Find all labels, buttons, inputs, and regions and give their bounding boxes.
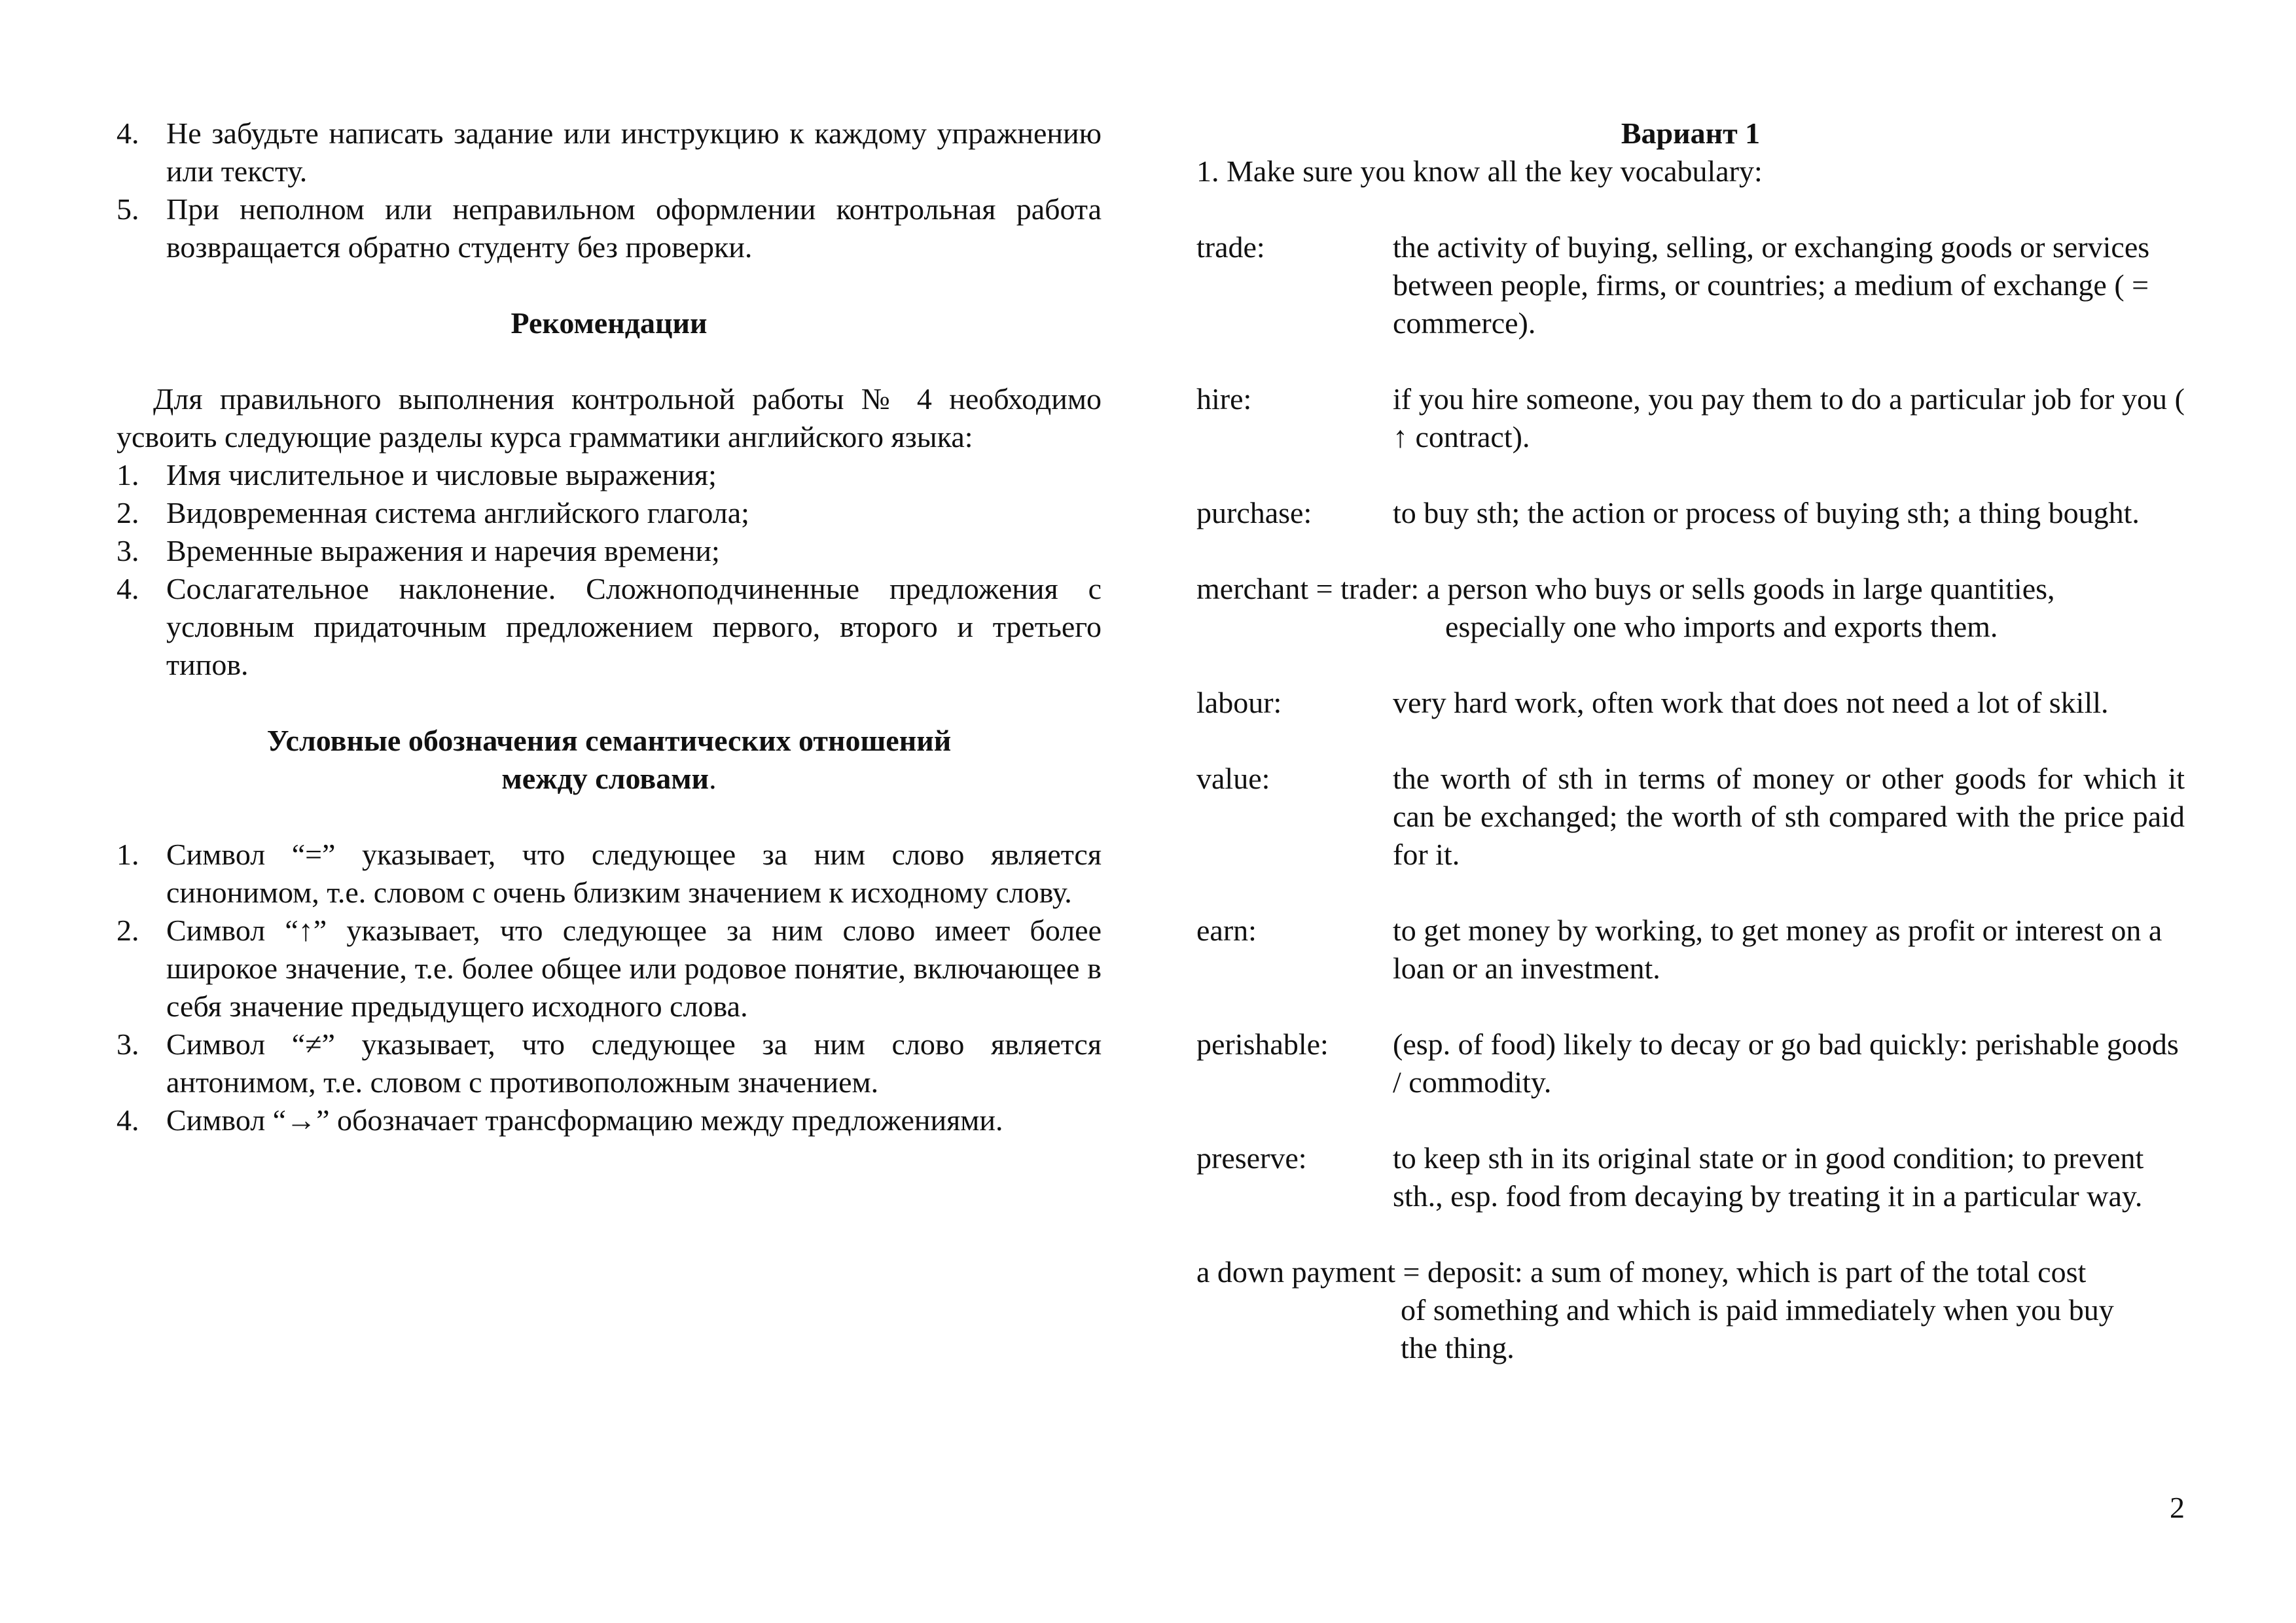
- list-item-number: 4.: [117, 572, 139, 605]
- vocab-term: trade:: [1196, 230, 1265, 264]
- vocab-entry-preserve: [1196, 1139, 2185, 1215]
- recommendations-heading: Рекомендации: [511, 306, 708, 340]
- vocab-definition: to buy sth; the action or process of buying sth; a thing bought.: [1393, 496, 2140, 529]
- vocab-entry-trade: [1196, 228, 2185, 342]
- list-item-text: Символ “↑” указывает, что следующее за ним слово имеет более широкое значение, т.е. более общее или родовое понятие, включающее в себя значение предыдущего исходного слова.: [166, 914, 1102, 1023]
- list-item-number: 5.: [117, 192, 139, 226]
- vocab-down-payment-cont1: of something and which is paid immediately when you buy: [1401, 1293, 2114, 1327]
- symbols-heading-line1: Условные обозначения семантических отношений: [266, 724, 952, 757]
- list-item: [117, 570, 1102, 684]
- list-item: [117, 190, 1102, 266]
- list-item: [117, 456, 1102, 494]
- vocab-term: perishable:: [1196, 1027, 1329, 1061]
- list-item: [117, 115, 1102, 190]
- list-item: [117, 494, 1102, 532]
- vocab-entry-perishable: [1196, 1026, 2185, 1101]
- vocab-entry-down-payment: [1196, 1253, 2185, 1367]
- task-instruction: 1. Make sure you know all the key vocabulary:: [1196, 154, 1763, 188]
- symbols-heading-dot: .: [709, 762, 717, 795]
- list-item-number: 1.: [117, 458, 139, 491]
- variant-heading: Вариант 1: [1621, 116, 1761, 150]
- vocab-entry-purchase: [1196, 494, 2185, 532]
- list-item-text: Не забудьте написать задание или инструкцию к каждому упражнению или тексту.: [166, 116, 1102, 188]
- list-item-number: 2.: [117, 496, 139, 529]
- vocab-entry-value: [1196, 760, 2185, 874]
- list-item: [117, 1101, 1102, 1139]
- symbols-heading: [117, 722, 1102, 798]
- recommendations-list: [117, 456, 1102, 684]
- list-item-number: 3.: [117, 1027, 139, 1061]
- list-item-text: Символ “≠” указывает, что следующее за ним слово является антонимом, т.е. словом с противоположным значением.: [166, 1027, 1102, 1099]
- vocab-term: purchase:: [1196, 496, 1312, 529]
- list-item: [117, 912, 1102, 1026]
- symbols-heading-line2-wrap: [117, 760, 1102, 798]
- vocab-entry-earn: [1196, 912, 2185, 988]
- vocab-term: hire:: [1196, 382, 1252, 416]
- list-item-number: 3.: [117, 534, 139, 567]
- left-column: [117, 115, 1102, 1139]
- symbols-heading-line2: между словами: [501, 762, 709, 795]
- vocab-definition: to get money by working, to get money as profit or interest on a loan or an investment.: [1393, 914, 2162, 985]
- vocab-down-payment-head: a down payment = deposit: a sum of money, which is part of the total cost: [1196, 1255, 2087, 1289]
- vocab-term: preserve:: [1196, 1141, 1307, 1175]
- vocab-definition: to keep sth in its original state or in good condition; to prevent sth., esp. food from decaying by treating it in a particular way.: [1393, 1141, 2144, 1213]
- vocab-definition: very hard work, often work that does not need a lot of skill.: [1393, 686, 2109, 719]
- list-item-text: Видовременная система английского глагола;: [166, 496, 749, 529]
- list-item-number: 1.: [117, 838, 139, 871]
- symbols-list: [117, 836, 1102, 1139]
- vocab-definition: the activity of buying, selling, or exchanging goods or services between people, firms, or countries; a medium of exchange ( = commerce).: [1393, 230, 2150, 340]
- vocab-term: labour:: [1196, 686, 1282, 719]
- vocab-term: earn:: [1196, 914, 1257, 947]
- recommendations-intro: Для правильного выполнения контрольной работы № 4 необходимо усвоить следующие разделы курса грамматики английского языка:: [117, 382, 1102, 454]
- vocab-entry-labour: [1196, 684, 2185, 722]
- list-item: [117, 836, 1102, 912]
- vocab-down-payment-cont2: the thing.: [1401, 1331, 1515, 1364]
- list-item-text: Символ “→” обозначает трансформацию между предложениями.: [166, 1103, 1003, 1137]
- list-item-text: При неполном или неправильном оформлении контрольная работа возвращается обратно студенту без проверки.: [166, 192, 1102, 264]
- vocab-term: value:: [1196, 762, 1270, 795]
- list-item-text: Имя числительное и числовые выражения;: [166, 458, 717, 491]
- list-item-number: 4.: [117, 116, 139, 150]
- list-item: [117, 532, 1102, 570]
- list-item-number: 4.: [117, 1103, 139, 1137]
- vocab-entry-merchant: [1196, 570, 2185, 646]
- vocab-definition: the worth of sth in terms of money or other goods for which it can be exchanged; the worth of sth compared with the price paid for it.: [1393, 762, 2185, 871]
- list-item-text: Символ “=” указывает, что следующее за ним слово является синонимом, т.е. словом с очень близким значением к исходному слову.: [166, 838, 1102, 909]
- page-number: 2: [2170, 1491, 2185, 1524]
- vocab-merchant-cont: especially one who imports and exports them.: [1445, 610, 1998, 643]
- list-item-text: Временные выражения и наречия времени;: [166, 534, 720, 567]
- vocab-entry-hire: [1196, 380, 2185, 456]
- vocab-definition: (esp. of food) likely to decay or go bad quickly: perishable goods / commodity.: [1393, 1027, 2179, 1099]
- right-column: [1196, 115, 2185, 1405]
- list-item-number: 2.: [117, 914, 139, 947]
- list-item-text: Сослагательное наклонение. Сложноподчиненные предложения с условным придаточным предложением первого, второго и третьего типов.: [166, 572, 1102, 681]
- rules-continued-list: [117, 115, 1102, 266]
- vocab-definition: if you hire someone, you pay them to do a particular job for you ( ↑ contract).: [1393, 382, 2185, 454]
- list-item: [117, 1026, 1102, 1101]
- vocab-merchant-head: merchant = trader: a person who buys or sells goods in large quantities,: [1196, 572, 2055, 605]
